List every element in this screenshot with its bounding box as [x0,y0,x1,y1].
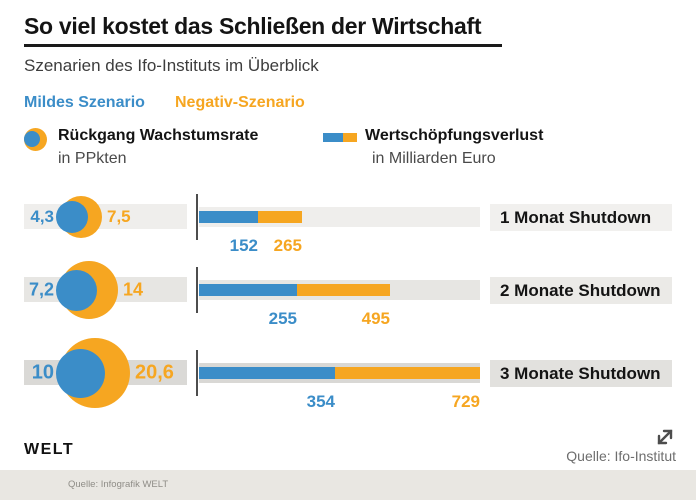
page-title: So viel kostet das Schließen der Wirtschaft [24,13,482,39]
growth-mild-value: 10 [31,361,54,384]
row-1-monat-shutdown [0,180,696,258]
growth-mild-value: 7,2 [28,279,54,300]
growth-mild-value: 4,3 [30,207,54,226]
welt-logo: WELT [24,441,75,458]
row-label: 2 Monate Shutdown [490,277,672,304]
loss-mild-value: 255 [268,309,297,328]
negativ-loss-bar [335,367,480,379]
row-label: 3 Monate Shutdown [490,360,672,387]
source-text: Quelle: Ifo-Institut [566,448,676,464]
mild-loss-bar [199,367,335,379]
negativ-loss-bar [258,211,302,223]
legend-negativ-szenario: Negativ-Szenario [175,94,305,111]
row-label: 1 Monat Shutdown [490,204,672,231]
negativ-loss-bar [297,284,390,296]
loss-negativ-value: 265 [273,236,302,255]
mild-bar-icon [323,133,343,142]
row-3-monate-shutdown [0,336,696,414]
growth-negativ-value: 14 [123,279,144,300]
row-2-monate-shutdown [0,253,696,331]
mild-growth-circle [56,201,88,233]
loss-negativ-value: 729 [451,392,480,411]
growth-metric-label: Rückgang Wachstumsrate [58,127,259,144]
loss-metric-unit: in Milliarden Euro [372,150,496,167]
page-subtitle: Szenarien des Ifo-Instituts im Überblick [24,56,319,75]
mild-growth-circle [56,270,97,311]
mild-loss-bar [199,284,297,296]
infographic-credit: Quelle: Infografik WELT [68,479,169,490]
metric-legend [0,121,696,179]
loss-mild-value: 152 [229,236,258,255]
title-divider [24,44,502,47]
expand-icon[interactable] [652,424,678,450]
growth-negativ-value: 7,5 [107,207,131,226]
growth-negativ-value: 20,6 [135,361,174,384]
bar-axis-line [196,194,198,240]
bar-axis-line [196,350,198,396]
loss-metric-label: Wertschöpfungsverlust [365,127,544,144]
loss-negativ-value: 495 [361,309,390,328]
bar-axis-line [196,267,198,313]
growth-metric-unit: in PPkten [58,150,127,167]
nested-circles-icon [24,127,58,153]
caption-strip [0,470,696,500]
mild-loss-bar [199,211,258,223]
mild-growth-circle [56,349,105,398]
negativ-bar-icon [343,133,357,142]
legend-mildes-szenario: Mildes Szenario [24,94,145,111]
mild-circle-icon [24,131,40,147]
loss-mild-value: 354 [306,392,335,411]
scenario-legend [24,94,305,112]
